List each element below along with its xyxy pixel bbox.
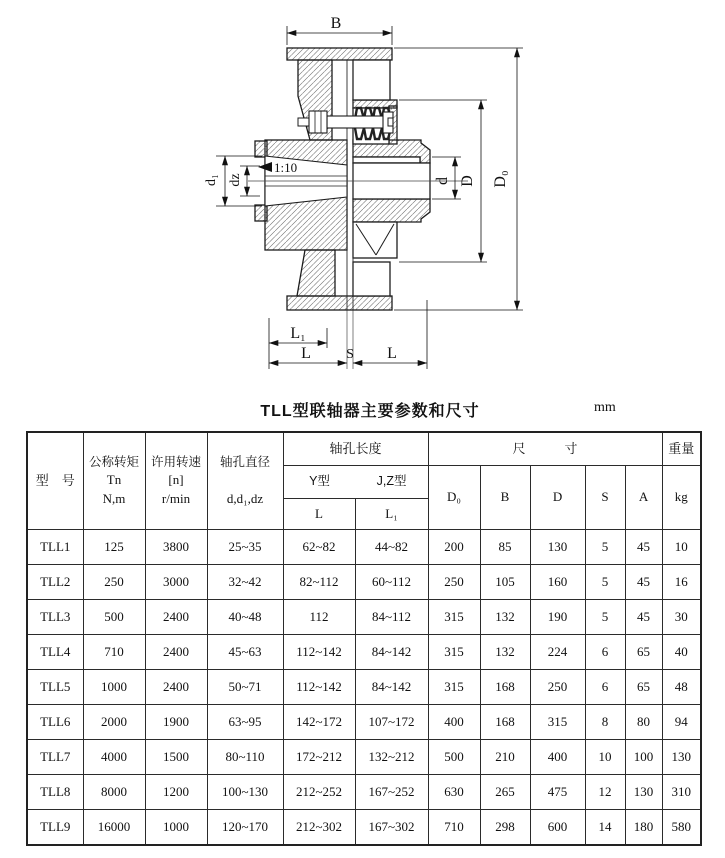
coupling-section-drawing [0, 0, 725, 392]
page-title: TLL型联轴器主要参数和尺寸 [260, 403, 480, 420]
bolt-shaft [327, 116, 385, 128]
table-cell: 4000 [83, 740, 145, 775]
header-y-type: Y型 [309, 474, 330, 489]
table-cell: 160 [530, 565, 585, 600]
table-cell: 48 [662, 670, 701, 705]
unit-label: mm [594, 400, 616, 415]
right-keyway [353, 157, 420, 163]
header-bore-length: 轴孔长度 [283, 432, 428, 466]
table-cell: 10 [585, 740, 625, 775]
bolt-tip [298, 118, 309, 126]
table-row [27, 565, 701, 600]
table-cell: 172~212 [283, 740, 355, 775]
table-cell: 45 [625, 530, 662, 565]
header-S: S [585, 466, 625, 530]
header-B: B [480, 466, 530, 530]
table-cell: 130 [625, 775, 662, 810]
table-cell: 65 [625, 635, 662, 670]
header-bore-dia-symbol: d,d₁,dz [226, 491, 264, 507]
header-speed [145, 432, 207, 530]
table-cell: 250 [83, 565, 145, 600]
table-cell: 16 [662, 565, 701, 600]
header-dimensions: 尺 寸 [428, 432, 662, 466]
table-cell: TLL9 [27, 810, 83, 846]
table-cell: 25~35 [207, 530, 283, 565]
label-B: B [330, 15, 342, 32]
table-cell: 1000 [145, 810, 207, 846]
title-bar [0, 398, 725, 424]
header-speed-symbol: [n] [168, 472, 184, 488]
label-D0: D₀ [492, 170, 509, 188]
table-cell: 32~42 [207, 565, 283, 600]
table-cell: 50~71 [207, 670, 283, 705]
table-cell: TLL8 [27, 775, 83, 810]
table-cell: 5 [585, 565, 625, 600]
header-L: L [283, 499, 355, 530]
left-hub-flange-top [255, 141, 267, 157]
rim-bottom [287, 296, 392, 310]
table-cell: TLL4 [27, 635, 83, 670]
table-cell: 105 [480, 565, 530, 600]
table-cell: 62~82 [283, 530, 355, 565]
table-cell: 168 [480, 670, 530, 705]
table-cell: 100~130 [207, 775, 283, 810]
taper-mark [258, 160, 297, 175]
table-cell: 84~142 [355, 670, 428, 705]
table-cell: 63~95 [207, 705, 283, 740]
table-cell: 130 [662, 740, 701, 775]
table-cell: 80~110 [207, 740, 283, 775]
table-cell: 600 [530, 810, 585, 846]
table-row [27, 600, 701, 635]
table-cell: 60~112 [355, 565, 428, 600]
label-d: d [434, 177, 451, 185]
table-cell: 132~212 [355, 740, 428, 775]
taper-label: 1:10 [274, 160, 298, 175]
table-cell: 1500 [145, 740, 207, 775]
table-cell: 710 [83, 635, 145, 670]
table-cell: TLL3 [27, 600, 83, 635]
table-cell: 8000 [83, 775, 145, 810]
header-jz-type: J,Z型 [376, 474, 407, 489]
table-cell: 112 [283, 600, 355, 635]
table-cell: 80 [625, 705, 662, 740]
table-cell: 30 [662, 600, 701, 635]
table-cell: 315 [530, 705, 585, 740]
table-cell: 44~82 [355, 530, 428, 565]
table-cell: 5 [585, 530, 625, 565]
rim-top [287, 48, 392, 60]
table-cell: 84~112 [355, 600, 428, 635]
table-cell: 130 [530, 530, 585, 565]
table-cell: 2400 [145, 670, 207, 705]
header-torque-symbol: Tn [106, 472, 122, 488]
table-cell: 630 [428, 775, 480, 810]
label-L-right: L [387, 345, 397, 362]
header-model: 型 号 [27, 432, 83, 530]
table-cell: TLL2 [27, 565, 83, 600]
table-cell: 16000 [83, 810, 145, 846]
table-cell: 500 [428, 740, 480, 775]
table-cell: 315 [428, 635, 480, 670]
table-cell: 142~172 [283, 705, 355, 740]
header-torque-title: 公称转矩 [88, 455, 139, 470]
header-bore-diameter [207, 432, 283, 530]
table-cell: 710 [428, 810, 480, 846]
table-cell: 400 [428, 705, 480, 740]
table-row [27, 670, 701, 705]
table-cell: 120~170 [207, 810, 283, 846]
left-cover-web-lower [297, 250, 335, 296]
table-cell: 45 [625, 600, 662, 635]
label-S: S [346, 347, 354, 362]
table-cell: 250 [428, 565, 480, 600]
table-row [27, 530, 701, 565]
table-cell: 580 [662, 810, 701, 846]
table-cell: 1900 [145, 705, 207, 740]
parameters-table [26, 431, 702, 846]
table-cell: 6 [585, 635, 625, 670]
table-cell: 5 [585, 600, 625, 635]
header-type-row [283, 466, 428, 499]
table-cell: 400 [530, 740, 585, 775]
header-A: A [625, 466, 662, 530]
label-D: D [459, 175, 476, 187]
table-cell: 180 [625, 810, 662, 846]
table-cell: 190 [530, 600, 585, 635]
table-cell: 2400 [145, 635, 207, 670]
table-cell: 167~252 [355, 775, 428, 810]
table-cell: 12 [585, 775, 625, 810]
label-d1: d₁ [204, 174, 219, 186]
table-cell: 250 [530, 670, 585, 705]
table-cell: 1000 [83, 670, 145, 705]
table-cell: 14 [585, 810, 625, 846]
table-cell: 40~48 [207, 600, 283, 635]
header-D: D [530, 466, 585, 530]
table-cell: 84~142 [355, 635, 428, 670]
table-body [27, 530, 701, 846]
table-cell: 475 [530, 775, 585, 810]
table-row [27, 635, 701, 670]
table-cell: 500 [83, 600, 145, 635]
left-hub-flange-bottom [255, 205, 267, 221]
right-cover-drum-bottom [353, 262, 390, 296]
table-cell: 298 [480, 810, 530, 846]
table-cell: 265 [480, 775, 530, 810]
table-cell: 315 [428, 670, 480, 705]
table-cell: 2000 [83, 705, 145, 740]
table-cell: 210 [480, 740, 530, 775]
header-weight-unit: kg [662, 466, 701, 530]
table-cell: 100 [625, 740, 662, 775]
table-cell: TLL1 [27, 530, 83, 565]
table-cell: 168 [480, 705, 530, 740]
table-cell: 40 [662, 635, 701, 670]
header-bore-dia-title: 轴孔直径 [219, 455, 270, 470]
table-cell: TLL6 [27, 705, 83, 740]
table-cell: 45~63 [207, 635, 283, 670]
table-cell: 167~302 [355, 810, 428, 846]
header-speed-unit: r/min [161, 491, 191, 507]
table-row [27, 775, 701, 810]
header-weight: 重量 [662, 432, 701, 466]
table-cell: 310 [662, 775, 701, 810]
header-speed-title: 许用转速 [150, 455, 201, 470]
label-L1: L₁ [290, 325, 306, 342]
table-cell: 82~112 [283, 565, 355, 600]
right-hub-lower [353, 199, 430, 222]
coupling-outline-parts [353, 60, 430, 296]
table-cell: 3000 [145, 565, 207, 600]
header-torque [83, 432, 145, 530]
table-cell: 212~252 [283, 775, 355, 810]
table-cell: 200 [428, 530, 480, 565]
table-row [27, 705, 701, 740]
table-row [27, 740, 701, 775]
table-cell: 224 [530, 635, 585, 670]
table-row [27, 810, 701, 846]
header-torque-unit: N,m [102, 491, 126, 507]
table-cell: TLL5 [27, 670, 83, 705]
table-cell: 10 [662, 530, 701, 565]
right-cover-drum-top [353, 60, 390, 100]
table-cell: 6 [585, 670, 625, 705]
table-cell: 85 [480, 530, 530, 565]
table-cell: 3800 [145, 530, 207, 565]
parting-lines [347, 60, 353, 369]
table-cell: 107~172 [355, 705, 428, 740]
table-cell: 8 [585, 705, 625, 740]
header-L1: L₁ [355, 499, 428, 530]
table-cell: 2400 [145, 600, 207, 635]
table-cell: TLL7 [27, 740, 83, 775]
table-cell: 1200 [145, 775, 207, 810]
table-cell: 132 [480, 600, 530, 635]
table-cell: 112~142 [283, 670, 355, 705]
table-cell: 45 [625, 565, 662, 600]
table-cell: 212~302 [283, 810, 355, 846]
table-cell: 125 [83, 530, 145, 565]
table-cell: 112~142 [283, 635, 355, 670]
table-cell: 94 [662, 705, 701, 740]
table-cell: 65 [625, 670, 662, 705]
table-cell: 132 [480, 635, 530, 670]
bolt-hex-head [309, 111, 327, 133]
label-dz: dz [228, 173, 243, 187]
table-cell: 315 [428, 600, 480, 635]
label-L-left: L [301, 345, 311, 362]
header-D0: D₀ [428, 466, 480, 530]
